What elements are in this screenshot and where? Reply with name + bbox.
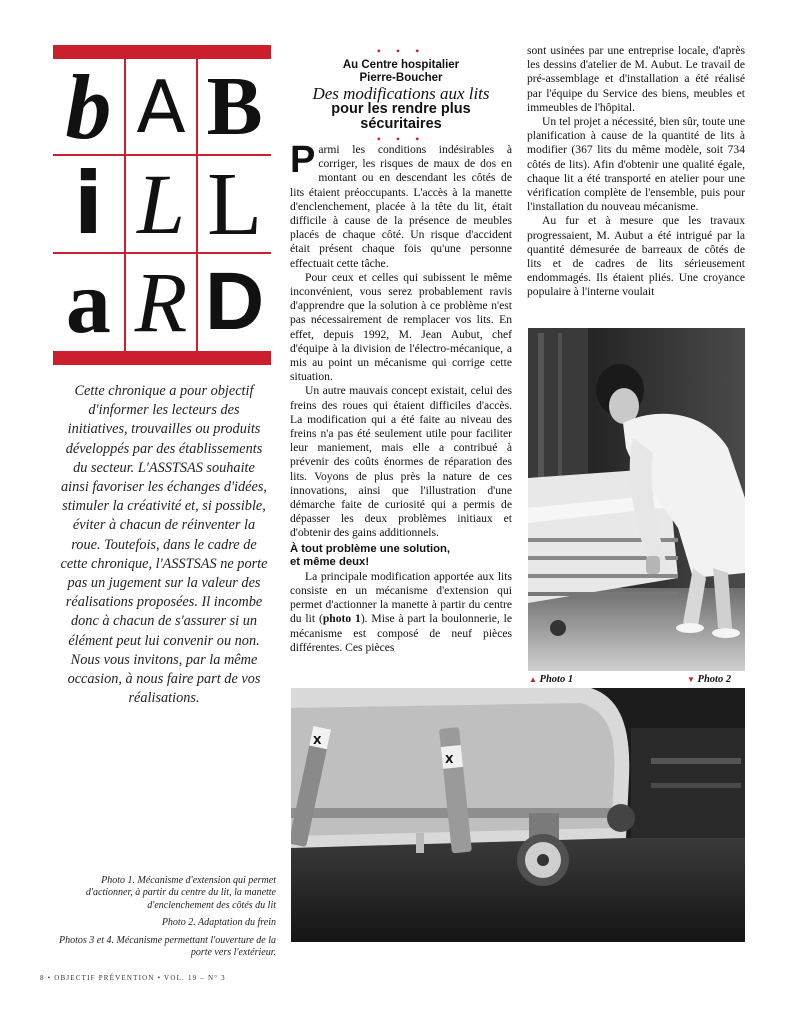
sign-x: X — [445, 753, 454, 766]
logo-letter: B — [206, 60, 263, 154]
logo-letter: L — [207, 156, 263, 254]
sign-x: X — [313, 734, 322, 747]
photo-2-label — [687, 674, 731, 685]
photo-2-illustration — [291, 688, 745, 942]
photo-1-illustration — [528, 328, 745, 671]
decorative-dots: • • • — [376, 132, 426, 146]
logo-cell — [198, 59, 271, 156]
caption-photo-1: Photo 1. Mécanisme d'extension qui permet d'actionner, à partir du centre du lit, la manette d'enclenchement des côtés du lit — [85, 875, 276, 911]
kicker-line: Pierre-Boucher — [359, 72, 443, 84]
logo-cell — [126, 254, 199, 351]
kicker-line: Au Centre hospitalier — [342, 59, 460, 71]
logo-top-bar — [53, 45, 271, 59]
paragraph-text: armi les conditions indésirables à corriger, les risques de maux de dos en montant ou en descendant les côtés de lits étaient préoccupants. L'accès à la manette d'enclenchement, placée à la tête du lit, était difficile à cause de la présence de meubles placés de chaque côté. Un risque d'accident était présent chaque fois qu'une personne effectuait cette tâche. — [290, 143, 512, 270]
paragraph-text: ). Mise à part la boulonnerie, le mécanisme est composé de neuf pièces différentes. Ces pièces — [290, 612, 512, 654]
subheading-line: À tout problème une solution, — [290, 542, 451, 555]
photo-label-text: Photo 1 — [539, 674, 574, 685]
logo-letter: L — [137, 156, 185, 252]
logo-cell — [126, 156, 199, 253]
up-triangle-icon: ▲ — [529, 675, 537, 684]
logo-cell — [53, 156, 126, 253]
logo-cell — [53, 59, 126, 156]
photo-1 — [528, 328, 745, 671]
logo-bottom-bar — [53, 351, 271, 365]
logo-letter: R — [134, 254, 188, 351]
logo-cell — [198, 254, 271, 351]
subheading-line: et même deux! — [290, 555, 370, 568]
title-line: pour les rendre plus — [331, 101, 471, 117]
logo-letter: a — [65, 253, 111, 351]
paragraph: Pour ceux et celles qui subissent le même inconvénient, vous serez probablement ravis d'apprendre que la solution à ce problème n'est pas nécessairement de remplacer vos lits. En effet, depuis 1992, M. Jean Aubut, chef d'équipe à la division de l'électro-mécanique, a mis au point un mécanisme qui corrige cette situation. — [290, 270, 512, 384]
paragraph-text: La principale modification apportée aux lits consiste en un mécanisme d'extension qui permet d'actionner la manette à partir du centre du lit ( — [290, 569, 512, 626]
logo-letter: i — [73, 156, 104, 254]
logo-cell — [53, 254, 126, 351]
article-title-bold — [290, 102, 512, 132]
down-triangle-icon: ▼ — [687, 675, 695, 684]
page-footer: 8 • OBJECTIF PRÉVENTION • VOL. 19 – N° 3 — [40, 974, 226, 982]
article-heading — [290, 44, 512, 147]
paragraph: Un tel projet a nécessité, bien sûr, toute une planification à cause de la quantité de lits à modifier (367 lits du même modèle, soit 734 côtés de lits). Afin d'obtenir une qualité égale, chaque lit a été transporté en atelier pour une vérification complète de l'ensemble, puis pour l'installation du nouveau mécanisme. — [527, 115, 745, 214]
paragraph: Un autre mauvais concept existait, celui des freins des roues qui étaient difficiles d'accès. La modification qui a été faite au niveau des freins n'a pas été seulement utile pour faciliter leur maniement, mais elle a contribué à prévenir des coûts énormes de réparation des lits. Voyons de plus près la nature de ces innovations, ainsi que l'illustration d'une démarche faite de curiosité qui a permis de dépasser les deux problèmes initiaux et d'obtenir des gains additionnels. — [290, 384, 512, 540]
column-intro: Cette chronique a pour objectif d'informer les lecteurs des initiatives, trouvailles ou produits développés par des établissements du secteur. L'ASSTSAS souhaite ainsi favoriser les échanges d'idées, stimuler la créativité et, si possible, éviter à chacun de réinventer la roue. Toutefois, dans le cadre de cette chronique, l'ASSTSAS ne porte pas un jugement sur la valeur des réalisations proposées. Il incombe donc à chacun de s'assurer si un élément peut lui convenir ou non. Nous vous invitons, par la même occasion, à nous faire part de vos réalisations. — [60, 383, 268, 707]
logo-cell — [198, 156, 271, 253]
caption-photos-3-4: Photos 3 et 4. Mécanisme permettant l'ouverture de la porte vers l'extérieur. — [59, 934, 276, 959]
photo-label-text: Photo 2 — [697, 674, 732, 685]
title-line: sécuritaires — [360, 116, 442, 132]
article-kicker — [290, 59, 512, 85]
article-body-middle — [290, 139, 512, 655]
paragraph: Au fur et à mesure que les travaux progressaient, M. Aubut a été intrigué par la quantité démesurée de barreaux de côtés de lits et de cadres de lits sérieusement endommagés. Ils étaient pliés. Une croyance populaire à l'interne voulait — [527, 214, 745, 299]
article-title-italic: Des modifications aux lits — [312, 84, 490, 103]
caption-photo-2: Photo 2. Adaptation du frein — [161, 917, 276, 929]
photo-2 — [291, 688, 745, 942]
paragraph — [290, 570, 512, 655]
logo-letter: b — [65, 59, 112, 157]
logo-letter-grid — [53, 59, 271, 351]
decorative-dots: • • • — [376, 44, 426, 58]
photo-1-label — [529, 674, 573, 685]
paragraph: sont usinées par une entreprise locale, d'après les dessins d'atelier de M. Aubut. Le travail de pré-assemblage et d'installation a été réalisé par l'équipe du Service des biens, meubles et immeubles de l'hôpital. — [527, 44, 745, 114]
drop-cap: P — [290, 139, 316, 181]
subheading — [290, 543, 512, 569]
paragraph — [290, 139, 512, 271]
photo-reference: photo 1 — [322, 612, 361, 626]
logo-letter: D — [205, 256, 265, 348]
babillard-logo — [53, 45, 271, 365]
article-body-right — [527, 44, 745, 300]
photo-captions — [58, 875, 276, 964]
logo-cell — [126, 59, 199, 156]
logo-letter: A — [136, 64, 186, 149]
